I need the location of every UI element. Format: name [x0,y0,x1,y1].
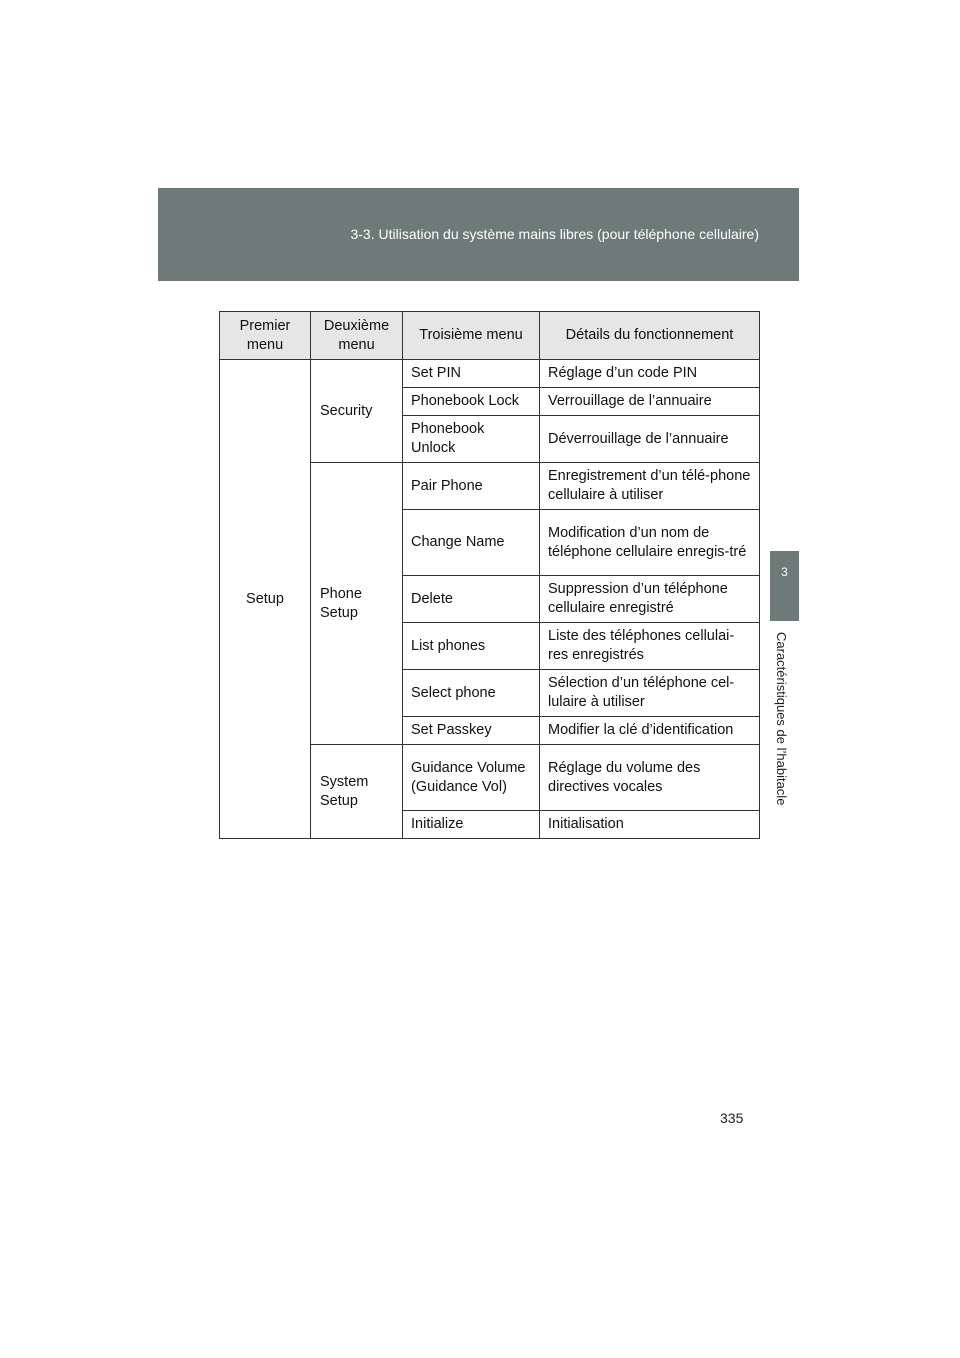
header-details: Détails du fonctionnement [540,312,760,360]
chapter-header-band [158,188,799,281]
third-menu-cell: Delete [403,576,540,623]
menu-table [219,311,760,839]
third-menu-cell: Set Passkey [403,717,540,745]
third-menu-cell: Set PIN [403,360,540,388]
third-menu-cell: Guidance Volume (Guidance Vol) [403,745,540,811]
chapter-side-label: Caractéristiques de l’habitacle [774,632,789,806]
chapter-tab [770,551,799,621]
details-cell: Verrouillage de l’annuaire [540,388,760,416]
chapter-title: 3-3. Utilisation du système mains libres (pour téléphone cellulaire) [350,226,759,242]
header-first-menu: Premier menu [220,312,311,360]
third-menu-cell: Phonebook Unlock [403,416,540,463]
details-cell: Réglage du volume des directives vocales [540,745,760,811]
details-cell: Liste des téléphones cellulai-res enregistrés [540,623,760,670]
second-menu-cell: System Setup [311,745,403,839]
details-cell: Modifier la clé d’identification [540,717,760,745]
details-cell: Réglage d’un code PIN [540,360,760,388]
details-cell: Déverrouillage de l’annuaire [540,416,760,463]
details-cell: Sélection d’un téléphone cel-lulaire à utiliser [540,670,760,717]
third-menu-cell: Initialize [403,811,540,839]
chapter-tab-number: 3 [781,565,788,579]
header-second-menu: Deuxième menu [311,312,403,360]
details-cell: Initialisation [540,811,760,839]
first-menu-cell: Setup [220,360,311,839]
details-cell: Enregistrement d’un télé-phone cellulaire à utiliser [540,463,760,510]
third-menu-cell: List phones [403,623,540,670]
third-menu-cell: Change Name [403,510,540,576]
third-menu-cell: Pair Phone [403,463,540,510]
third-menu-cell: Phonebook Lock [403,388,540,416]
second-menu-cell: Security [311,360,403,463]
second-menu-cell: Phone Setup [311,463,403,745]
header-third-menu: Troisième menu [403,312,540,360]
page-number: 335 [720,1110,744,1126]
table-header-row [220,312,760,360]
details-cell: Suppression d’un téléphone cellulaire enregistré [540,576,760,623]
details-cell: Modification d’un nom de téléphone cellulaire enregis-tré [540,510,760,576]
third-menu-cell: Select phone [403,670,540,717]
table-row [220,360,760,388]
